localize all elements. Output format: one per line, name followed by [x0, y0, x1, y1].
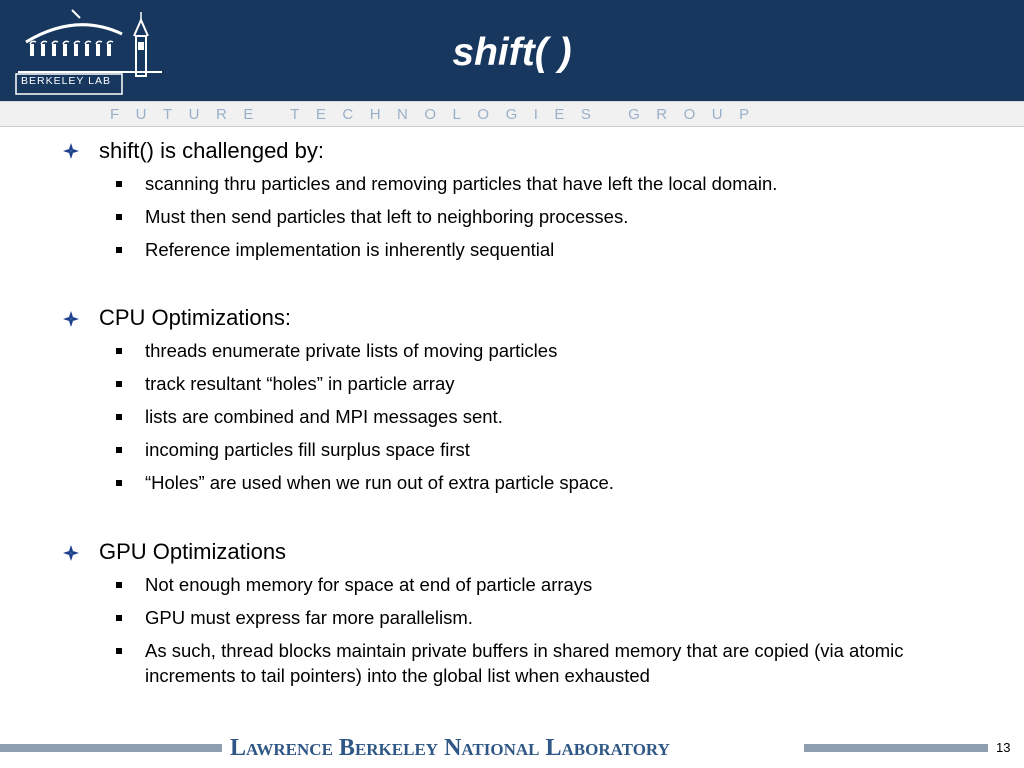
section-heading: shift() is challenged by: — [99, 138, 324, 163]
bullet-item: threads enumerate private lists of moving particles — [145, 340, 558, 361]
square-bullet-icon — [116, 214, 122, 220]
bullet-item: Must then send particles that left to neighboring processes. — [145, 206, 629, 227]
page-number: 13 — [996, 740, 1011, 755]
lab-name-word: BERKELEY — [338, 735, 439, 761]
diamond-bullet-icon — [62, 310, 80, 328]
section-heading: CPU Optimizations: — [99, 305, 291, 330]
bullet-item: Not enough memory for space at end of particle arrays — [145, 574, 593, 595]
footer-rule-left — [0, 744, 222, 752]
square-bullet-icon — [116, 381, 122, 387]
bullet-item: As such, thread blocks maintain private buffers in shared memory that are copied (via atomic increments to tail pointers) into the global list when exhausted — [145, 640, 904, 686]
square-bullet-icon — [116, 480, 122, 486]
footer-rule-right — [804, 744, 988, 752]
logo-text: BERKELEY LAB — [20, 75, 112, 87]
square-bullet-icon — [116, 615, 122, 621]
slide-title: shift( ) — [452, 31, 572, 74]
diamond-bullet-icon — [62, 142, 80, 160]
square-bullet-icon — [116, 648, 122, 654]
lab-name-word: LABORATORY — [545, 735, 670, 761]
bullet-item: track resultant “holes” in particle array — [145, 373, 455, 394]
slide-header — [0, 0, 1024, 101]
bullet-item: Reference implementation is inherently sequential — [145, 239, 555, 260]
bullet-item: scanning thru particles and removing particles that have left the local domain. — [145, 173, 778, 194]
bullet-item: incoming particles fill surplus space first — [145, 439, 470, 460]
group-banner-text: FUTURE TECHNOLOGIES GROUP — [110, 106, 766, 123]
bullet-item: GPU must express far more parallelism. — [145, 607, 473, 628]
group-banner — [0, 101, 1024, 127]
diamond-bullet-icon — [62, 544, 80, 562]
lab-name-word: LAWRENCE — [230, 735, 333, 761]
section-heading: GPU Optimizations — [99, 539, 287, 564]
slide-footer — [0, 730, 1024, 768]
lab-name — [230, 733, 798, 763]
square-bullet-icon — [116, 447, 122, 453]
square-bullet-icon — [116, 247, 122, 253]
square-bullet-icon — [116, 582, 122, 588]
square-bullet-icon — [116, 348, 122, 354]
bullet-item: “Holes” are used when we run out of extra particle space. — [145, 472, 614, 493]
lab-name-word: NATIONAL — [444, 735, 540, 761]
bullet-item: lists are combined and MPI messages sent. — [145, 406, 503, 427]
square-bullet-icon — [116, 414, 122, 420]
square-bullet-icon — [116, 181, 122, 187]
